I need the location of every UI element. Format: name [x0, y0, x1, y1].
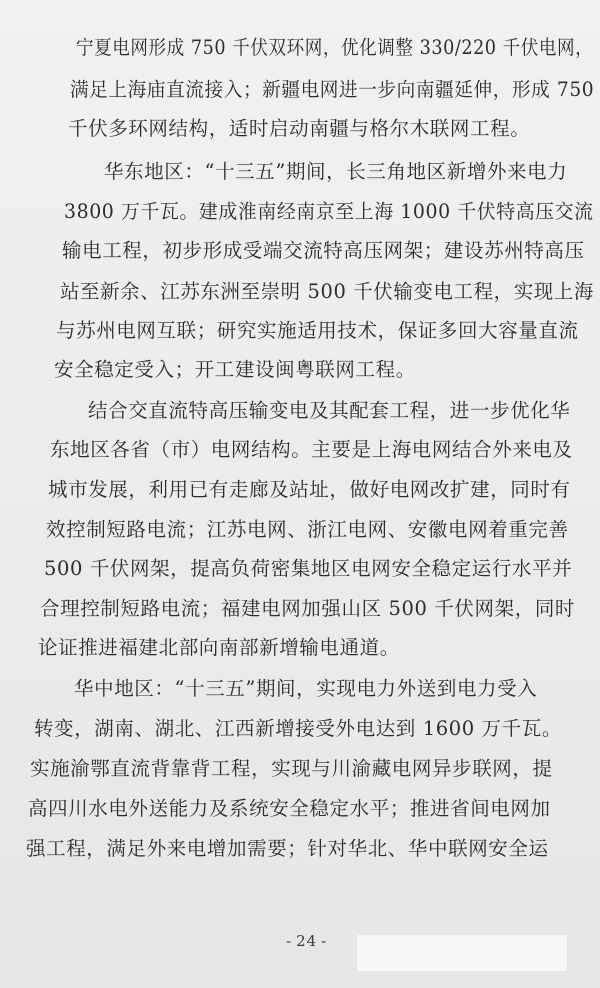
text-line-13: 效控制短路电流；江苏电网、浙江电网、安徽电网着重完善: [46, 518, 569, 541]
text-line-9: 安全稳定受入；开工建设闽粤联网工程。: [54, 358, 416, 381]
text-line-17: 华中地区：“十三五”期间，实现电力外送到电力受入: [74, 677, 538, 700]
text-line-12: 城市发展，利用已有走廊及站址，做好电网改扩建，同时有: [48, 478, 571, 501]
text-line-14: 500 千伏网架，提高负荷密集地区电网安全稳定运行水平并: [44, 557, 573, 580]
text-line-4: 华东地区：“十三五”期间，长三角地区新增外来电力: [104, 160, 568, 183]
text-line-8: 与苏州电网互联；研究实施适用技术，保证多回大容量直流: [56, 319, 579, 342]
text-line-20: 高四川水电外送能力及系统安全稳定水平；推进省间电网加: [28, 797, 551, 820]
page-number-dash-left: -: [286, 932, 293, 950]
text-line-21: 强工程，满足外来电增加需要；针对华北、华中联网安全运: [26, 837, 549, 860]
page-number: [282, 932, 331, 950]
text-line-7: 站至新余、江苏东洲至崇明 500 千伏输变电工程，实现上海: [60, 280, 594, 303]
text-line-1: 宁夏电网形成 750 千伏双环网，优化调整 330/220 千伏电网，: [76, 36, 594, 59]
text-line-3: 千伏多环网结构，适时启动南疆与格尔木联网工程。: [68, 117, 531, 140]
text-line-16: 论证推进福建北部向南部新增输电通道。: [38, 636, 400, 659]
text-line-6: 输电工程，初步形成受端交流特高压网架；建设苏州特高压: [62, 239, 585, 262]
text-line-10: 结合交直流特高压输变电及其配套工程，进一步优化华: [88, 399, 571, 422]
page-number-dash-right: -: [321, 932, 328, 950]
text-line-19: 实施渝鄂直流背靠背工程，实现与川渝藏电网异步联网，提: [30, 757, 553, 780]
text-line-11: 东地区各省（市）电网结构。主要是上海电网结合外来电及: [50, 438, 573, 461]
text-line-18: 转变，湖南、湖北、江西新增接受外电达到 1600 万千瓦。: [34, 717, 562, 740]
text-line-2: 满足上海庙直流接入；新疆电网进一步向南疆延伸，形成 750: [70, 78, 595, 101]
blank-overlay: [357, 935, 567, 971]
text-line-15: 合理控制短路电流；福建电网加强山区 500 千伏网架，同时: [40, 597, 576, 620]
text-line-5: 3800 万千瓦。建成淮南经南京至上海 1000 千伏特高压交流: [64, 200, 594, 223]
page-number-value: 24: [296, 932, 318, 950]
